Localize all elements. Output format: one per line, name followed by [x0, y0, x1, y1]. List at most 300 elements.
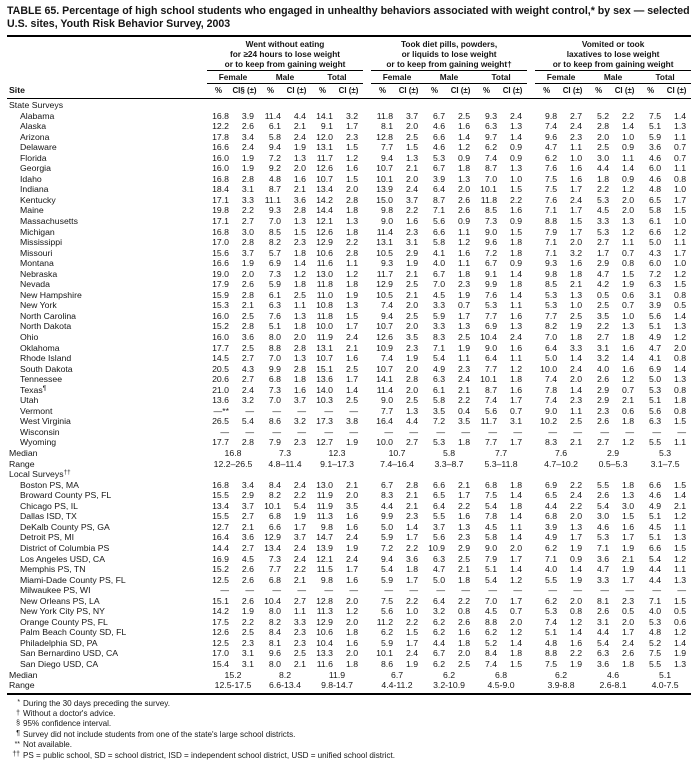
column-spacer	[527, 121, 535, 132]
percent-value: 5.0	[545, 353, 558, 364]
column-spacer	[363, 406, 371, 417]
footnote-text: Not available.	[23, 740, 73, 750]
percent-value: 8.5	[545, 279, 558, 290]
table-row	[7, 617, 691, 628]
ci-value: 2.0	[293, 163, 306, 174]
ci-value: 2.5	[241, 310, 254, 321]
percent-value: 7.0	[268, 395, 281, 406]
ci-value: 3.4	[241, 131, 254, 142]
table-row	[7, 364, 691, 375]
percent-value: 5.0	[649, 374, 662, 385]
ci-value: 0.8	[622, 258, 635, 269]
ci-value: 1.6	[293, 173, 306, 184]
percent-value: 4.7	[597, 268, 610, 279]
ci-value: 1.5	[510, 184, 523, 195]
percent-value: 4.4	[649, 574, 662, 585]
ci-value: 3.5	[405, 332, 419, 343]
ci-value: 1.9	[345, 289, 359, 300]
ci-value: 1.9	[405, 353, 419, 364]
percent-value: 7.6	[484, 289, 498, 300]
percent-value: 6.8	[268, 574, 281, 585]
percent-value: 8.8	[545, 648, 558, 659]
column-spacer	[363, 174, 371, 185]
ci-value: —	[245, 405, 254, 416]
ci-value: 1.6	[457, 121, 471, 132]
ci-value: 0.9	[570, 553, 583, 564]
table-row	[7, 290, 691, 301]
ci-value: 2.5	[405, 279, 419, 290]
ci-value: 1.7	[345, 374, 359, 385]
percent-value: 17.0	[212, 237, 229, 248]
stat-value: 8.2	[278, 669, 292, 680]
percent-value: 4.2	[597, 279, 610, 290]
ci-value: 2.3	[293, 637, 306, 648]
ci-value: 2.1	[293, 574, 306, 585]
percent-value: 8.8	[484, 616, 498, 627]
column-spacer	[363, 111, 371, 122]
ci-value: 1.8	[457, 437, 471, 448]
ci-value: —	[513, 585, 523, 596]
column-spacer	[527, 575, 535, 586]
percent-value: 15.1	[212, 595, 229, 606]
ci-value: 1.3	[674, 121, 687, 132]
ci-value: 1.2	[457, 142, 471, 153]
percent-value: 9.8	[380, 205, 394, 216]
group-label-line: Took diet pills, powders,	[400, 39, 498, 49]
percent-value: 4.7	[432, 564, 446, 575]
ci-value: 1.2	[345, 152, 359, 163]
column-spacer	[363, 300, 371, 311]
percent-value: 8.7	[432, 194, 446, 205]
ci-value: 1.9	[457, 342, 471, 353]
percent-value: —	[436, 585, 446, 596]
percent-value: 7.8	[545, 384, 558, 395]
percent-value: 7.1	[545, 247, 558, 258]
ci-value: 3.7	[293, 395, 306, 406]
column-spacer	[363, 132, 371, 143]
percent-value: 14.1	[376, 374, 394, 385]
percent-value: 5.8	[432, 395, 446, 406]
ci-value: 2.7	[241, 216, 254, 226]
percent-value: 1.7	[597, 247, 610, 258]
ci-value: 1.9	[457, 289, 471, 300]
range-row	[7, 680, 691, 694]
stat-value: 12.5-17.5	[207, 680, 259, 694]
ci-value: 2.5	[241, 627, 254, 638]
ci-value: 1.8	[510, 500, 523, 511]
ci-value: 1.2	[674, 511, 687, 522]
percent-value: —	[220, 585, 229, 596]
percent-value: 5.8	[649, 205, 662, 216]
ci-value: —	[461, 426, 471, 437]
ci-value: 0.7	[457, 300, 471, 311]
stat-value: 4.0-7.5	[639, 680, 691, 694]
ci-value: 1.7	[622, 574, 635, 585]
ci-value: 1.6	[510, 384, 523, 395]
ci-value: 0.8	[674, 405, 687, 416]
table-row	[7, 121, 691, 132]
ci-value: 1.9	[570, 574, 583, 585]
ci-value: 1.0	[622, 310, 635, 321]
stat-label: Range	[7, 680, 207, 694]
stat-value: 2.9	[607, 448, 620, 459]
stat-value: 9.8-14.7	[311, 680, 363, 694]
ci-value: 1.8	[457, 574, 471, 585]
percent-value: 17.7	[212, 342, 229, 353]
table-row	[7, 480, 691, 491]
stat-value: 4.8–11.4	[268, 458, 302, 469]
percent-value: 6.4	[432, 595, 446, 606]
ci-value: 2.0	[405, 321, 419, 332]
percent-value: 5.4	[597, 637, 610, 648]
ci-value: 1.9	[241, 606, 254, 617]
percent-value: 4.9	[545, 532, 558, 543]
ci-value: 2.7	[241, 374, 254, 385]
group-label-line: Went without eating	[245, 39, 325, 49]
column-spacer	[363, 532, 371, 543]
percent-value: 9.3	[268, 205, 281, 216]
percent-value: 17.7	[212, 437, 229, 448]
ci-value: 1.3	[570, 289, 583, 300]
ci-value: 2.7	[241, 542, 254, 553]
percent-value: —	[272, 426, 281, 437]
percent-value: 6.1	[432, 384, 446, 395]
subgroup-header-total: Total	[475, 71, 527, 84]
percent-value: 4.0	[545, 564, 558, 575]
ci-value: 1.4	[293, 258, 306, 269]
ci-value: 1.8	[510, 648, 523, 659]
percent-value: 5.3	[545, 300, 558, 311]
table-row	[7, 627, 691, 638]
ci-value: 1.1	[293, 606, 306, 617]
column-spacer	[363, 153, 371, 164]
percent-value: 13.1	[316, 142, 333, 153]
col-header-percent: %	[379, 86, 387, 96]
footnote	[7, 719, 691, 729]
percent-value: 6.2	[380, 627, 394, 638]
percent-value: 6.3	[597, 648, 610, 659]
stat-value: 16.8	[224, 448, 242, 459]
percent-value: 10.7	[376, 163, 394, 174]
table-row	[7, 300, 691, 311]
site-name: Boston PS, MA	[20, 479, 79, 490]
ci-value: 1.3	[293, 152, 306, 163]
stat-value: 4.4-11.2	[371, 680, 423, 694]
ci-value: 1.2	[674, 268, 687, 279]
ci-value: 1.3	[674, 374, 687, 385]
percent-value: 16.4	[212, 532, 229, 543]
percent-value: 6.0	[649, 163, 662, 174]
percent-value: 9.3	[380, 258, 394, 269]
percent-value: 9.4	[380, 310, 394, 321]
percent-value: 6.2	[545, 152, 558, 163]
stat-value: 15.2	[224, 669, 242, 680]
ci-value: 1.6	[510, 205, 523, 216]
percent-value: 5.3	[649, 616, 662, 627]
percent-value: 6.3	[432, 553, 446, 564]
ci-value: 1.7	[674, 247, 687, 258]
ci-value: 2.4	[570, 363, 583, 374]
ci-value: 1.3	[622, 216, 635, 226]
ci-value: 3.3	[293, 616, 306, 627]
percent-value: 5.3	[545, 289, 558, 300]
percent-value: 7.7	[380, 405, 394, 416]
ci-value: 2.3	[405, 342, 419, 353]
ci-value: 3.8	[345, 416, 359, 427]
percent-value: 10.1	[376, 173, 394, 184]
column-spacer	[363, 353, 371, 364]
percent-value: 3.3	[432, 321, 446, 332]
ci-value: 1.4	[457, 131, 471, 142]
percent-value: 15.4	[212, 658, 229, 669]
ci-value: 2.4	[510, 110, 523, 121]
ci-value: 2.5	[293, 648, 306, 659]
section-header-row	[7, 469, 691, 480]
ci-value: 1.2	[293, 268, 306, 279]
percent-value: 5.6	[432, 216, 446, 226]
stat-value: 6.2	[555, 669, 568, 680]
table-row	[7, 427, 691, 438]
ci-value: —	[513, 426, 523, 437]
ci-value: 2.4	[570, 490, 583, 501]
table-row	[7, 132, 691, 143]
table-row	[7, 311, 691, 322]
percent-value: 5.1	[649, 511, 662, 522]
percent-value: 6.1	[649, 216, 662, 226]
percent-value: 17.3	[316, 416, 333, 427]
site-name: Wisconsin	[20, 426, 60, 437]
site-name: Missouri	[20, 247, 53, 258]
table-row	[7, 606, 691, 617]
percent-value: 17.9	[212, 279, 229, 290]
percent-value: 7.5	[649, 648, 662, 659]
percent-value: 4.8	[649, 184, 662, 195]
ci-value: 2.2	[457, 500, 471, 511]
percent-value: 7.4	[545, 395, 558, 406]
percent-value: 4.5	[597, 205, 610, 216]
column-spacer	[363, 648, 371, 659]
ci-value: 2.0	[622, 194, 635, 205]
percent-value: 2.6	[597, 606, 610, 617]
ci-value: 5.4	[241, 416, 254, 427]
ci-value: 1.1	[510, 353, 523, 364]
percent-value: 7.7	[268, 564, 281, 575]
percent-value: 6.3	[649, 279, 662, 290]
ci-value: 1.4	[674, 310, 687, 321]
column-spacer	[527, 648, 535, 659]
ci-value: 2.8	[241, 173, 254, 184]
col-header-percent: %	[595, 86, 603, 96]
percent-value: 7.5	[380, 595, 394, 606]
percent-value: 4.4	[380, 500, 394, 511]
percent-value: 4.6	[597, 521, 610, 532]
percent-value: 5.1	[545, 627, 558, 638]
ci-value: 1.5	[405, 142, 419, 153]
percent-value: 10.1	[480, 374, 498, 385]
percent-value: 12.6	[212, 627, 229, 638]
percent-value: 8.7	[484, 163, 498, 174]
percent-value: 18.4	[212, 184, 229, 195]
percent-value: 15.0	[376, 194, 394, 205]
percent-value: 6.6	[432, 226, 446, 237]
table-row	[7, 543, 691, 554]
percent-value: 10.0	[540, 363, 558, 374]
percent-value: 7.7	[545, 310, 558, 321]
percent-value: 3.6	[597, 553, 610, 564]
percent-value: 7.5	[649, 110, 662, 121]
stat-value: 3.2-10.9	[423, 680, 475, 694]
ci-value: 3.0	[241, 226, 254, 237]
ci-value: 2.2	[345, 237, 359, 248]
ci-value: 3.7	[241, 500, 254, 511]
percent-value: 7.0	[484, 595, 498, 606]
ci-value: 0.9	[510, 216, 523, 226]
ci-value: 1.3	[674, 321, 687, 332]
table-row	[7, 522, 691, 533]
percent-value: 12.1	[316, 216, 333, 226]
percent-value: 7.1	[545, 237, 558, 248]
ci-value: 1.3	[293, 353, 306, 364]
percent-value: 5.5	[432, 511, 446, 522]
percent-value: 7.2	[268, 152, 281, 163]
col-header-percent: %	[318, 86, 327, 96]
stat-value: 3.9-8.8	[535, 680, 587, 694]
percent-value: 7.4	[545, 616, 558, 627]
ci-value: 2.1	[345, 342, 359, 353]
ci-value: 1.6	[622, 363, 635, 374]
ci-value: 2.1	[405, 490, 419, 501]
ci-value: 1.0	[510, 173, 523, 184]
ci-value: 2.2	[405, 616, 419, 627]
ci-value: 1.9	[622, 542, 635, 553]
ci-value: 1.9	[241, 258, 254, 269]
ci-value: 0.9	[622, 173, 635, 184]
ci-value: 2.5	[570, 310, 583, 321]
ci-value: —	[297, 426, 306, 437]
ci-value: 1.8	[510, 237, 523, 248]
ci-value: 1.9	[622, 279, 635, 290]
site-name: San Bernardino USD, CA	[20, 648, 119, 659]
table-row	[7, 638, 691, 649]
percent-value: 9.2	[268, 163, 281, 174]
percent-value: 6.2	[432, 658, 446, 669]
stat-value: 4.7–10.2	[544, 458, 578, 469]
percent-value: 8.4	[268, 627, 281, 638]
column-spacer	[363, 617, 371, 628]
ci-value: 1.2	[674, 226, 687, 237]
percent-value: 11.8	[316, 310, 333, 321]
ci-value: 2.5	[457, 553, 471, 564]
percent-value: 4.5	[649, 521, 662, 532]
ci-value: 1.6	[510, 310, 523, 321]
percent-value: 8.8	[268, 342, 281, 353]
ci-value: 2.7	[241, 353, 254, 364]
percent-value: 4.7	[545, 142, 558, 153]
ci-value: 3.6	[293, 194, 306, 205]
ci-value: 2.8	[345, 194, 359, 205]
percent-value: 8.8	[545, 216, 558, 226]
ci-value: 1.4	[622, 163, 635, 174]
ci-value: 2.0	[457, 184, 471, 195]
percent-value: —	[324, 426, 333, 437]
column-spacer	[527, 385, 535, 396]
ci-value: 2.0	[457, 648, 471, 659]
ci-value: 2.3	[293, 437, 306, 448]
table-row	[7, 258, 691, 269]
ci-value: 2.8	[241, 437, 254, 448]
site-name: Georgia	[20, 163, 51, 174]
percent-value: 5.3	[597, 532, 610, 543]
percent-value: 5.4	[484, 500, 498, 511]
percent-value: 5.6	[649, 310, 662, 321]
percent-value: 7.0	[432, 279, 446, 290]
ci-value: 1.7	[570, 184, 583, 195]
percent-value: 8.5	[484, 205, 498, 216]
ci-value: 2.0	[510, 542, 523, 553]
col-header-ci: CI (±)	[614, 86, 635, 96]
percent-value: 17.0	[212, 648, 229, 659]
percent-value: 6.4	[432, 500, 446, 511]
ci-value: 1.1	[674, 564, 687, 575]
percent-value: 10.7	[376, 321, 394, 332]
percent-value: 12.5	[212, 574, 229, 585]
ci-value: 1.4	[345, 384, 359, 395]
column-spacer	[527, 670, 535, 681]
percent-value: 14.5	[212, 353, 229, 364]
column-spacer	[527, 163, 535, 174]
percent-value: 3.9	[649, 300, 662, 311]
site-name: Vermont	[20, 405, 53, 416]
ci-value: —	[297, 405, 306, 416]
percent-value: 9.3	[484, 110, 498, 121]
percent-value: 13.6	[212, 395, 229, 406]
ci-value: 1.8	[345, 279, 359, 290]
table-row	[7, 585, 691, 596]
ci-value: 3.3	[241, 194, 254, 205]
ci-value: 1.6	[345, 163, 359, 174]
percent-value: 12.9	[264, 532, 281, 543]
ci-value: 4.4	[405, 416, 419, 427]
ci-value: 1.9	[241, 163, 254, 174]
percent-value: —	[384, 585, 394, 596]
column-spacer	[363, 459, 371, 470]
column-spacer	[527, 395, 535, 406]
ci-value: 1.4	[622, 121, 635, 132]
percent-value: 7.1	[597, 542, 610, 553]
ci-value: 1.8	[622, 658, 635, 669]
percent-value: 16.8	[212, 479, 229, 490]
column-spacer	[527, 617, 535, 628]
ci-value: 1.8	[570, 332, 583, 343]
footnote	[7, 751, 691, 761]
section-label: Local Surveys††	[9, 469, 71, 480]
site-name: Delaware	[20, 142, 57, 153]
ci-value: 1.1	[674, 437, 687, 448]
percent-value: 3.0	[597, 152, 610, 163]
percent-value: 9.1	[320, 121, 333, 132]
column-spacer	[527, 627, 535, 638]
ci-value: 0.9	[510, 258, 523, 269]
ci-value: 1.7	[674, 194, 687, 205]
table-row	[7, 269, 691, 280]
table-row	[7, 216, 691, 227]
ci-value: 1.5	[674, 479, 687, 490]
percent-value: 5.4	[432, 353, 446, 364]
site-name: Miami-Dade County PS, FL	[20, 574, 126, 585]
col-header-percent: %	[214, 86, 223, 96]
percent-value: 6.8	[545, 511, 558, 522]
percent-value: 10.0	[376, 437, 394, 448]
